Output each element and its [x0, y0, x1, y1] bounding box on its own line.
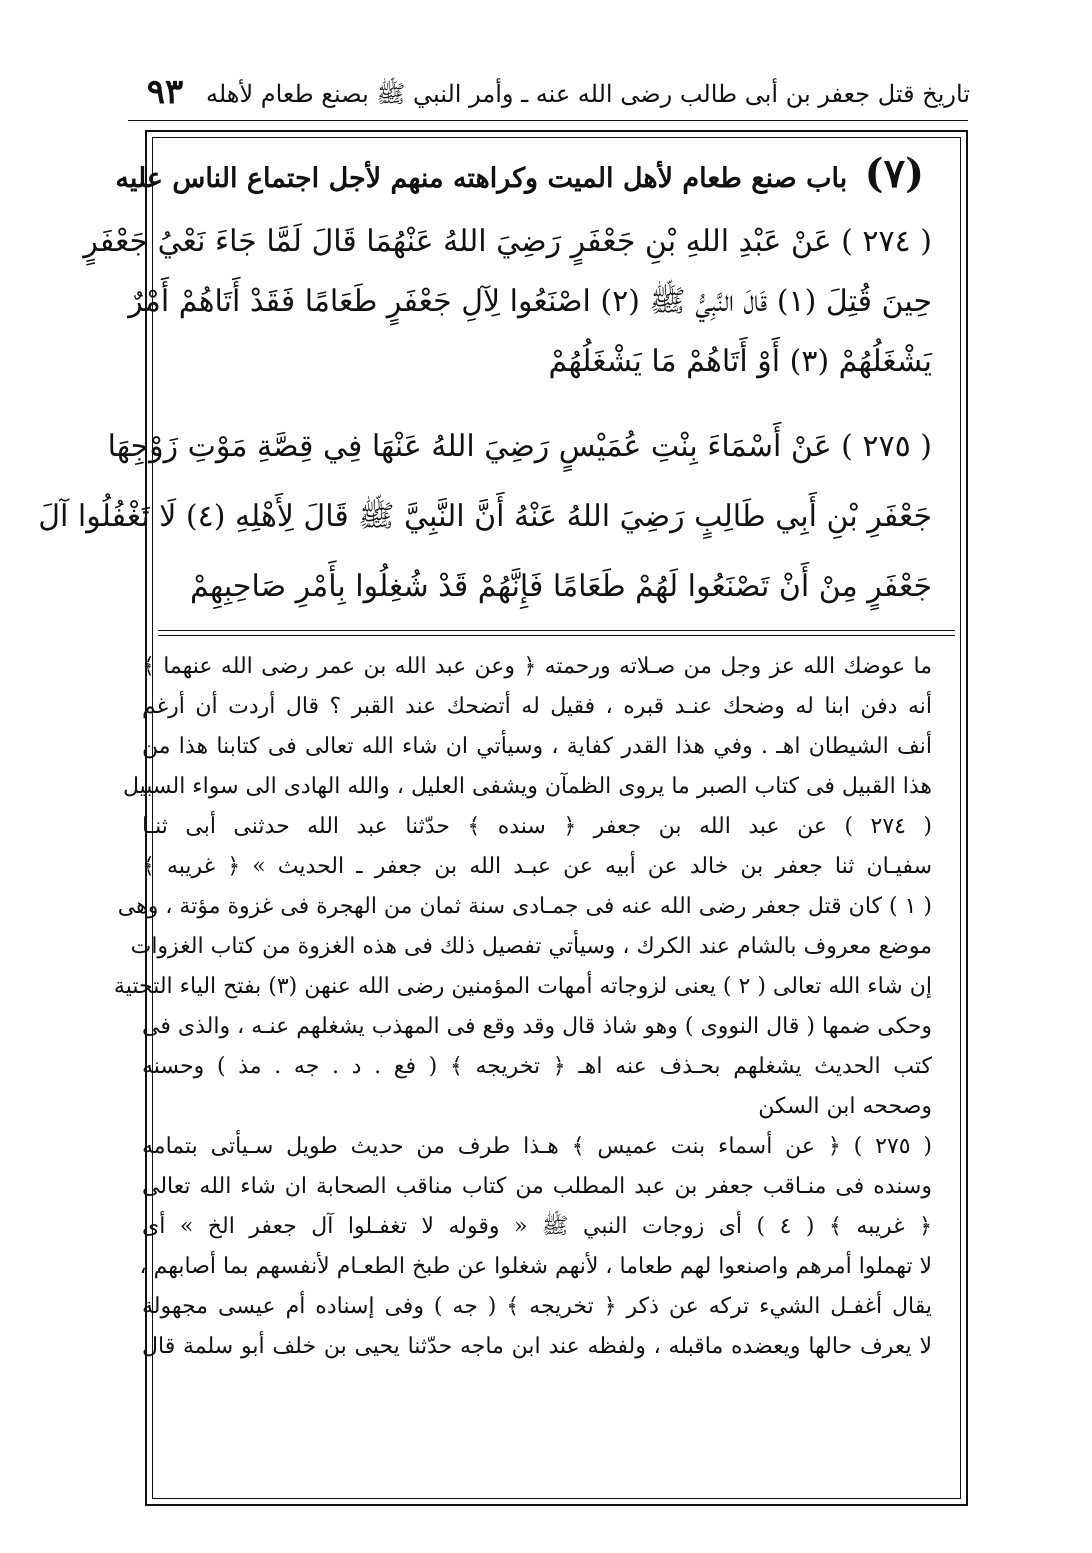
section-divider: [158, 630, 955, 631]
commentary-line: يقال أغفـل الشيء تركه عن ذكر ﴿ تخريجه ﴾ ( جه ) وفى إسناده أم عيسى مجهولة: [142, 1294, 932, 1319]
commentary-line: هذا القبيل فى كتاب الصبر ما يروى الظمآن ويشفى العليل ، والله الهادى الى سواء السبيل: [122, 774, 932, 799]
commentary-line: ( ٢٧٤ ) عن عبد الله بن جعفر ﴿ سنده ﴾ حدّثنا عبد الله حدثنى أبى ثنـا: [142, 814, 933, 839]
hadith-line: ( ٢٧٤ ) عَنْ عَبْدِ اللهِ بْنِ جَعْفَرٍ رَضِيَ اللهُ عَنْهُمَا قَالَ لَمَّا جَاءَ نَعْيُ جَعْفَرٍ: [83, 224, 932, 259]
commentary-line: أنه دفن ابنا له وضحك عنـد قبره ، فقيل له أتضحك عند القبر ؟ قال أردت أن أرغم: [142, 694, 932, 719]
running-header: تاريخ قتل جعفر بن أبى طالب رضى الله عنه ـ وأمر النبي ﷺ بصنع طعام لأهله: [205, 79, 970, 108]
commentary-line: ﴿ غريبه ﴾ ( ٤ ) أى زوجات النبي ﷺ « وقوله لا تغفـلوا آل جعفر الخ » أى: [142, 1214, 932, 1239]
hadith-line: ( ٢٧٥ ) عَنْ أَسْمَاءَ بِنْتِ عُمَيْسٍ رَضِيَ اللهُ عَنْهَا فِي قِصَّةِ مَوْتِ زَوْجِهَا: [107, 429, 932, 464]
commentary-line: وسنده فى منـاقب جعفر بن عبد المطلب من كتاب مناقب الصحابة ان شاء الله تعالى: [142, 1174, 932, 1199]
commentary-line: وصححه ابن السكن: [758, 1094, 932, 1119]
hadith-line: جَعْفَرِ بْنِ أَبِي طَالِبٍ رَضِيَ اللهُ عَنْهُ أَنَّ النَّبِيَّ ﷺ قَالَ لِأَهْلِهِ (٤) لَا تَغْفُلُوا آلَ: [38, 499, 932, 534]
commentary-line: لا تهملوا أمرهم واصنعوا لهم طعاما ، لأنهم شغلوا عن طبخ الطعـام لأنفسهم بما أصابهم ،: [139, 1254, 932, 1279]
commentary-line: سفيـان ثنا جعفر بن خالد عن أبيه عن عبـد الله بن جعفر ـ الحديث » ﴿ غريبه ﴾: [142, 854, 932, 879]
commentary-line: ( ٢٧٥ ) ﴿ عن أسماء بنت عميس ﴾ هـذا طرف من حديث طويل سـيأتى بتمامه: [142, 1134, 933, 1159]
chapter-title: باب صنع طعام لأهل الميت وكراهته منهم لأجل اجتماع الناس عليه: [115, 163, 848, 194]
commentary-line: إن شاء الله تعالى ( ٢ ) يعنى لزوجاته أمهات المؤمنين رضى الله عنهن (٣) بفتح الياء التحتية: [113, 974, 932, 999]
page-number: ٩٣: [146, 72, 184, 112]
hadith-line: جَعْفَرٍ مِنْ أَنْ تَصْنَعُوا لَهُمْ طَعَامًا فَإِنَّهُمْ قَدْ شُغِلُوا بِأَمْرِ صَاحِبِهِمْ: [190, 569, 932, 604]
commentary-line: ( ١ ) كان قتل جعفر رضى الله عنه فى جمـادى سنة ثمان من الهجرة فى غزوة مؤتة ، وهى: [117, 894, 932, 919]
commentary-line: لا يعرف حالها ويعضده ماقبله ، ولفظه عند ابن ماجه حدّثنا يحيى بن خلف أبو سلمة قال: [142, 1334, 932, 1359]
chapter-number: (٧): [864, 150, 924, 197]
hadith-line: حِينَ قُتِلَ (١) قَالَ النَّبِيُّ ﷺ (٢) اصْنَعُوا لِآلِ جَعْفَرٍ طَعَامًا فَقَدْ أَتَاهُمْ أَمْرٌ: [128, 284, 932, 319]
commentary-line: موضع معروف بالشام عند الكرك ، وسيأتي تفصيل ذلك فى هذه الغزوة من كتاب الغزوات: [130, 934, 932, 959]
section-divider: [158, 635, 955, 636]
commentary-line: ما عوضك الله عز وجل من صـلاته ورحمته ﴿ وعن عبد الله بن عمر رضى الله عنهما ﴾: [142, 654, 932, 679]
commentary-line: كتب الحديث يشغلهم بحـذف عنه اهـ ﴿ تخريجه ﴾ ( فع . د . جه . مذ ) وحسنه: [142, 1054, 932, 1079]
commentary-line: أنف الشيطان اهـ . وفي هذا القدر كفاية ، وسيأتي ان شاء الله تعالى فى كتابنا هذا من: [142, 734, 932, 759]
header-divider: [128, 120, 968, 121]
chapter-heading: [115, 150, 932, 197]
commentary-line: وحكى ضمها ( قال النووى ) وهو شاذ قال وقد وقع فى المهذب يشغلهم عنـه ، والذى فى: [142, 1014, 932, 1039]
hadith-line: يَشْغَلُهُمْ (٣) أَوْ أَتَاهُمْ مَا يَشْغَلُهُمْ: [548, 344, 932, 379]
